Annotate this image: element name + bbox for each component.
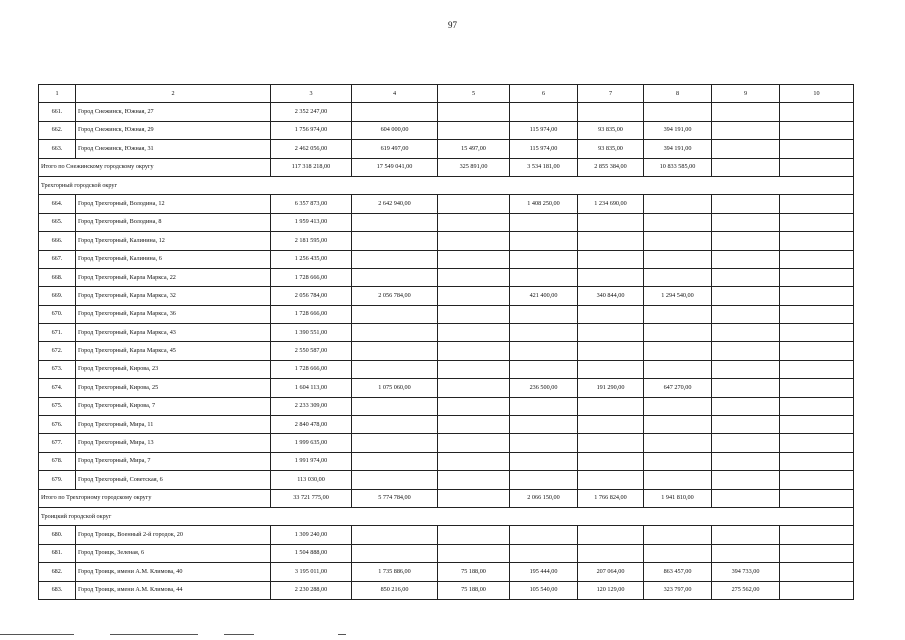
total-amount-cell: 325 891,00 (438, 158, 510, 176)
amount-cell: 3 195 011,00 (271, 563, 352, 581)
amount-cell (712, 121, 780, 139)
total-label: Итого по Снежинскому городскому округу (39, 158, 271, 176)
amount-cell (510, 103, 578, 121)
column-header: 1 (39, 85, 76, 103)
address-cell: Город Трехгорный, Карла Маркса, 32 (76, 287, 271, 305)
amount-cell: 2 462 056,00 (271, 140, 352, 158)
table-row (39, 397, 854, 415)
amount-cell (644, 471, 712, 489)
amount-cell (438, 268, 510, 286)
amount-cell (712, 397, 780, 415)
header-row (39, 85, 854, 103)
row-number: 676. (39, 416, 76, 434)
amount-cell (712, 471, 780, 489)
amount-cell: 850 216,00 (352, 581, 438, 599)
amount-cell (510, 342, 578, 360)
amount-cell (438, 544, 510, 562)
amount-cell (780, 121, 854, 139)
table-row (39, 452, 854, 470)
amount-cell (352, 471, 438, 489)
scan-artifact-line (338, 634, 346, 635)
total-row (39, 158, 854, 176)
amount-cell (438, 213, 510, 231)
row-number: 671. (39, 324, 76, 342)
amount-cell: 1 294 540,00 (644, 287, 712, 305)
table-row (39, 305, 854, 323)
total-amount-cell (712, 158, 780, 176)
amount-cell (780, 213, 854, 231)
amount-cell (780, 232, 854, 250)
table-row (39, 544, 854, 562)
address-cell: Город Трехгорный, Карла Маркса, 22 (76, 268, 271, 286)
table-row (39, 379, 854, 397)
amount-cell (510, 305, 578, 323)
amount-cell: 1 735 886,00 (352, 563, 438, 581)
row-number: 662. (39, 121, 76, 139)
amount-cell (510, 544, 578, 562)
amount-cell (712, 360, 780, 378)
table-row (39, 268, 854, 286)
amount-cell (644, 268, 712, 286)
amount-cell (712, 544, 780, 562)
total-amount-cell (438, 489, 510, 507)
amount-cell: 191 290,00 (578, 379, 644, 397)
amount-cell (438, 471, 510, 489)
amount-cell (780, 563, 854, 581)
amount-cell (780, 268, 854, 286)
total-amount-cell (780, 489, 854, 507)
amount-cell: 1 728 666,00 (271, 268, 352, 286)
address-cell: Город Трехгорный, Мира, 11 (76, 416, 271, 434)
table-row (39, 232, 854, 250)
row-number: 678. (39, 452, 76, 470)
scan-artifact-line (110, 634, 198, 635)
amount-cell (780, 195, 854, 213)
amount-cell (712, 287, 780, 305)
row-number: 682. (39, 563, 76, 581)
amount-cell (578, 213, 644, 231)
amount-cell: 323 797,00 (644, 581, 712, 599)
amount-cell (352, 544, 438, 562)
table-row (39, 103, 854, 121)
amount-cell (644, 544, 712, 562)
total-amount-cell: 1 766 824,00 (578, 489, 644, 507)
amount-cell: 1 390 551,00 (271, 324, 352, 342)
amount-cell (712, 305, 780, 323)
amount-cell: 93 835,00 (578, 140, 644, 158)
amount-cell (644, 213, 712, 231)
amount-cell (578, 305, 644, 323)
amount-cell (780, 452, 854, 470)
row-number: 665. (39, 213, 76, 231)
amount-cell (780, 360, 854, 378)
address-cell: Город Троицк, имени А.М. Климова, 44 (76, 581, 271, 599)
amount-cell: 1 408 250,00 (510, 195, 578, 213)
amount-cell (510, 397, 578, 415)
address-cell: Город Трехгорный, Володина, 8 (76, 213, 271, 231)
amount-cell: 195 444,00 (510, 563, 578, 581)
total-amount-cell: 5 774 784,00 (352, 489, 438, 507)
row-number: 679. (39, 471, 76, 489)
row-number: 672. (39, 342, 76, 360)
amount-cell (578, 416, 644, 434)
table-row (39, 416, 854, 434)
amount-cell (438, 195, 510, 213)
amount-cell (780, 250, 854, 268)
amount-cell (780, 544, 854, 562)
amount-cell (510, 416, 578, 434)
amount-cell: 2 230 288,00 (271, 581, 352, 599)
amount-cell (644, 195, 712, 213)
amount-cell: 275 562,00 (712, 581, 780, 599)
amount-cell (644, 434, 712, 452)
amount-cell (780, 434, 854, 452)
row-number: 670. (39, 305, 76, 323)
amount-cell (644, 342, 712, 360)
row-number: 677. (39, 434, 76, 452)
amount-cell (578, 471, 644, 489)
amount-cell (352, 250, 438, 268)
amount-cell: 2 056 784,00 (271, 287, 352, 305)
amount-cell (780, 471, 854, 489)
total-amount-cell: 2 855 384,00 (578, 158, 644, 176)
amount-cell: 1 604 113,00 (271, 379, 352, 397)
table-row (39, 195, 854, 213)
total-amount-cell: 33 721 775,00 (271, 489, 352, 507)
amount-cell: 2 352 247,00 (271, 103, 352, 121)
amount-cell: 15 497,00 (438, 140, 510, 158)
amount-cell (352, 305, 438, 323)
amount-cell (438, 287, 510, 305)
column-header: 8 (644, 85, 712, 103)
page-number: 97 (448, 20, 457, 30)
column-header: 6 (510, 85, 578, 103)
column-header: 5 (438, 85, 510, 103)
amount-cell: 394 191,00 (644, 140, 712, 158)
amount-cell (510, 434, 578, 452)
amount-cell (644, 305, 712, 323)
amount-cell (644, 360, 712, 378)
address-cell: Город Трехгорный, Кирова, 25 (76, 379, 271, 397)
amount-cell (352, 268, 438, 286)
amount-cell: 115 974,00 (510, 140, 578, 158)
amount-cell (712, 526, 780, 544)
amount-cell (510, 213, 578, 231)
amount-cell (780, 397, 854, 415)
scan-artifact-line (224, 634, 254, 635)
amount-cell: 1 959 413,00 (271, 213, 352, 231)
amount-cell (644, 324, 712, 342)
address-cell: Город Трехгорный, Мира, 7 (76, 452, 271, 470)
amount-cell: 75 188,00 (438, 581, 510, 599)
total-amount-cell: 2 066 150,00 (510, 489, 578, 507)
address-cell: Город Трехгорный, Карла Маркса, 45 (76, 342, 271, 360)
address-cell: Город Трехгорный, Калинина, 12 (76, 232, 271, 250)
row-number: 667. (39, 250, 76, 268)
amount-cell: 2 181 595,00 (271, 232, 352, 250)
amount-cell (780, 324, 854, 342)
amount-cell (438, 360, 510, 378)
amount-cell (644, 416, 712, 434)
column-header: 9 (712, 85, 780, 103)
amount-cell (578, 324, 644, 342)
table-row (39, 287, 854, 305)
amount-cell (578, 103, 644, 121)
amount-cell (712, 140, 780, 158)
amount-cell (780, 526, 854, 544)
scan-artifact-line (0, 634, 74, 635)
amount-cell (578, 232, 644, 250)
total-amount-cell: 3 534 181,00 (510, 158, 578, 176)
amount-cell (712, 416, 780, 434)
amount-cell (780, 140, 854, 158)
group-row (39, 507, 854, 525)
row-number: 675. (39, 397, 76, 415)
amount-cell (352, 360, 438, 378)
amount-cell (644, 452, 712, 470)
total-amount-cell: 10 833 585,00 (644, 158, 712, 176)
amount-cell (712, 103, 780, 121)
amount-cell: 105 540,00 (510, 581, 578, 599)
amount-cell: 340 844,00 (578, 287, 644, 305)
amount-cell (644, 526, 712, 544)
amount-cell (712, 213, 780, 231)
amount-cell (712, 324, 780, 342)
amount-cell: 421 400,00 (510, 287, 578, 305)
address-cell: Город Трехгорный, Мира, 13 (76, 434, 271, 452)
amount-cell: 2 233 309,00 (271, 397, 352, 415)
amount-cell (712, 452, 780, 470)
amount-cell (352, 452, 438, 470)
amount-cell: 2 642 940,00 (352, 195, 438, 213)
table-row (39, 471, 854, 489)
address-cell: Город Трехгорный, Советская, 6 (76, 471, 271, 489)
address-cell: Город Снежинск, Южная, 31 (76, 140, 271, 158)
amount-cell: 1 999 635,00 (271, 434, 352, 452)
amount-cell (352, 103, 438, 121)
address-cell: Город Трехгорный, Кирова, 7 (76, 397, 271, 415)
amount-cell (644, 250, 712, 268)
address-cell: Город Троицк, Зеленая, 6 (76, 544, 271, 562)
amount-cell (510, 360, 578, 378)
amount-cell (712, 379, 780, 397)
address-cell: Город Трехгорный, Карла Маркса, 43 (76, 324, 271, 342)
amount-cell (712, 232, 780, 250)
amount-cell: 394 191,00 (644, 121, 712, 139)
amount-cell (578, 250, 644, 268)
address-cell: Город Трехгорный, Кирова, 23 (76, 360, 271, 378)
amount-cell (352, 232, 438, 250)
row-number: 681. (39, 544, 76, 562)
amount-cell: 2 840 478,00 (271, 416, 352, 434)
total-row (39, 489, 854, 507)
table-row (39, 360, 854, 378)
amount-cell (780, 287, 854, 305)
row-number: 663. (39, 140, 76, 158)
address-cell: Город Трехгорный, Калинина, 6 (76, 250, 271, 268)
address-cell: Город Снежинск, Южная, 27 (76, 103, 271, 121)
table-row (39, 121, 854, 139)
amount-cell (510, 232, 578, 250)
amount-cell: 75 188,00 (438, 563, 510, 581)
amount-cell (780, 581, 854, 599)
amount-cell: 647 270,00 (644, 379, 712, 397)
amount-cell: 2 550 587,00 (271, 342, 352, 360)
row-number: 669. (39, 287, 76, 305)
amount-cell (578, 360, 644, 378)
amount-cell: 619 497,00 (352, 140, 438, 158)
amount-cell: 115 974,00 (510, 121, 578, 139)
data-table (38, 84, 854, 600)
amount-cell (712, 250, 780, 268)
amount-cell: 1 504 888,00 (271, 544, 352, 562)
amount-cell (510, 324, 578, 342)
amount-cell (438, 324, 510, 342)
amount-cell (352, 434, 438, 452)
amount-cell (352, 416, 438, 434)
amount-cell (510, 268, 578, 286)
address-cell: Город Трехгорный, Володина, 12 (76, 195, 271, 213)
amount-cell (578, 452, 644, 470)
amount-cell: 93 835,00 (578, 121, 644, 139)
amount-cell: 1 075 060,00 (352, 379, 438, 397)
amount-cell (712, 195, 780, 213)
row-number: 666. (39, 232, 76, 250)
amount-cell: 1 256 435,00 (271, 250, 352, 268)
column-header: 2 (76, 85, 271, 103)
total-label: Итого по Трехгорному городскому округу (39, 489, 271, 507)
address-cell: Город Троицк, имени А.М. Климова, 40 (76, 563, 271, 581)
amount-cell (438, 342, 510, 360)
table-row (39, 324, 854, 342)
amount-cell (438, 232, 510, 250)
amount-cell (352, 324, 438, 342)
column-header: 7 (578, 85, 644, 103)
table-row (39, 526, 854, 544)
amount-cell: 120 129,00 (578, 581, 644, 599)
amount-cell (352, 213, 438, 231)
amount-cell (780, 305, 854, 323)
amount-cell (438, 250, 510, 268)
amount-cell (712, 268, 780, 286)
amount-cell (438, 379, 510, 397)
amount-cell: 6 357 873,00 (271, 195, 352, 213)
amount-cell (578, 526, 644, 544)
table-row (39, 250, 854, 268)
amount-cell: 394 733,00 (712, 563, 780, 581)
total-amount-cell: 117 318 218,00 (271, 158, 352, 176)
amount-cell (780, 416, 854, 434)
amount-cell (578, 544, 644, 562)
total-amount-cell (780, 158, 854, 176)
amount-cell (438, 397, 510, 415)
amount-cell (352, 526, 438, 544)
address-cell: Город Снежинск, Южная, 29 (76, 121, 271, 139)
amount-cell (510, 250, 578, 268)
column-header: 4 (352, 85, 438, 103)
amount-cell (780, 379, 854, 397)
table-row (39, 563, 854, 581)
amount-cell (780, 103, 854, 121)
address-cell: Город Троицк, Военный 2-й городок, 20 (76, 526, 271, 544)
amount-cell: 1 756 974,00 (271, 121, 352, 139)
table-row (39, 434, 854, 452)
amount-cell (438, 416, 510, 434)
amount-cell (644, 103, 712, 121)
amount-cell (644, 232, 712, 250)
group-label: Троицкий городской округ (39, 507, 854, 525)
amount-cell (644, 397, 712, 415)
amount-cell (578, 434, 644, 452)
amount-cell: 113 030,00 (271, 471, 352, 489)
amount-cell (352, 342, 438, 360)
group-row (39, 176, 854, 194)
amount-cell: 863 457,00 (644, 563, 712, 581)
row-number: 683. (39, 581, 76, 599)
amount-cell (510, 471, 578, 489)
amount-cell (780, 342, 854, 360)
amount-cell (438, 434, 510, 452)
amount-cell: 1 309 240,00 (271, 526, 352, 544)
address-cell: Город Трехгорный, Карла Маркса, 36 (76, 305, 271, 323)
amount-cell (438, 305, 510, 323)
column-header: 3 (271, 85, 352, 103)
amount-cell: 2 056 784,00 (352, 287, 438, 305)
amount-cell (712, 342, 780, 360)
amount-cell (578, 397, 644, 415)
amount-cell (352, 397, 438, 415)
amount-cell: 1 991 974,00 (271, 452, 352, 470)
amount-cell (438, 526, 510, 544)
amount-cell: 1 728 666,00 (271, 305, 352, 323)
amount-cell (438, 121, 510, 139)
amount-cell (578, 342, 644, 360)
amount-cell (438, 452, 510, 470)
amount-cell (712, 434, 780, 452)
row-number: 674. (39, 379, 76, 397)
column-header: 10 (780, 85, 854, 103)
total-amount-cell: 1 941 810,00 (644, 489, 712, 507)
row-number: 673. (39, 360, 76, 378)
group-label: Трехгорный городской округ (39, 176, 854, 194)
total-amount-cell (712, 489, 780, 507)
amount-cell: 1 728 666,00 (271, 360, 352, 378)
row-number: 664. (39, 195, 76, 213)
table-row (39, 140, 854, 158)
amount-cell (438, 103, 510, 121)
amount-cell (510, 452, 578, 470)
table-row (39, 213, 854, 231)
amount-cell: 207 064,00 (578, 563, 644, 581)
amount-cell: 1 234 690,00 (578, 195, 644, 213)
row-number: 661. (39, 103, 76, 121)
amount-cell (578, 268, 644, 286)
amount-cell (510, 526, 578, 544)
amount-cell: 604 000,00 (352, 121, 438, 139)
row-number: 680. (39, 526, 76, 544)
table-row (39, 342, 854, 360)
row-number: 668. (39, 268, 76, 286)
total-amount-cell: 17 549 041,00 (352, 158, 438, 176)
amount-cell: 236 500,00 (510, 379, 578, 397)
table-row (39, 581, 854, 599)
